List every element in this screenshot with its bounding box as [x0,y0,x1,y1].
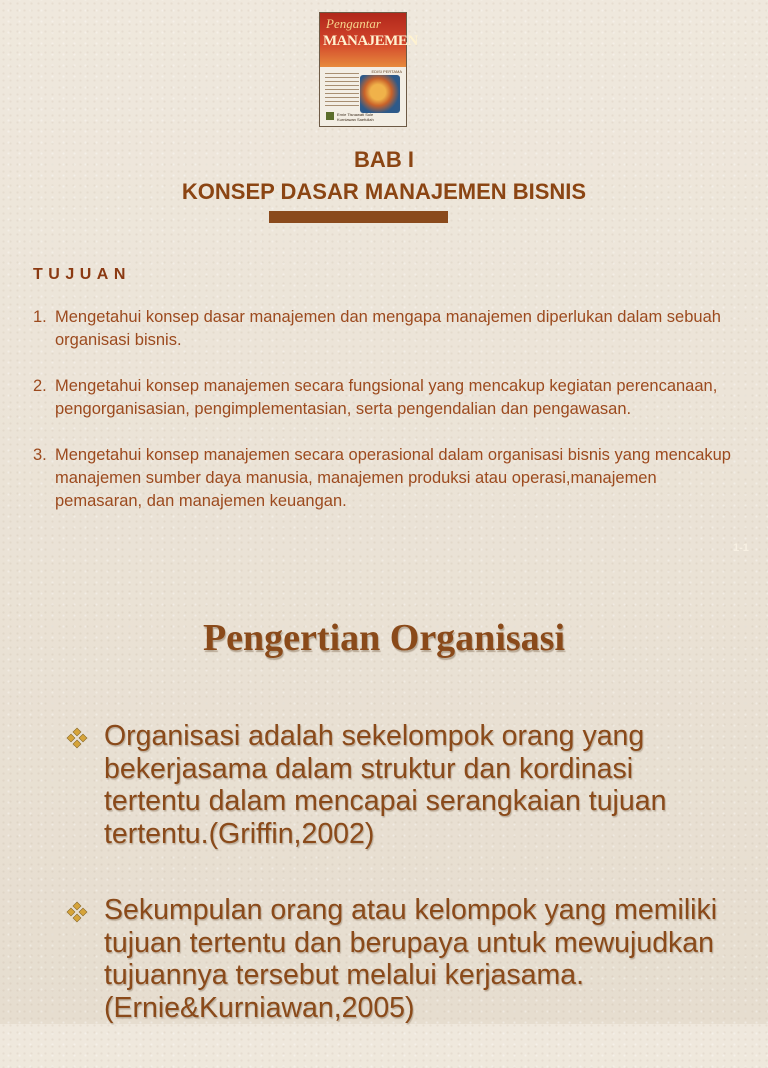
publisher-logo-icon [326,112,334,120]
slide-title: Pengertian Organisasi [202,617,566,659]
goal-item-3 [33,444,738,513]
title-underline-bar [269,211,448,223]
diamond-bullet-icon [66,727,88,749]
book-subtitle: EDISI PERTAMA [371,69,402,74]
definition-item-1 [66,720,726,850]
diamond-bullet-icon [66,901,88,923]
definition-text: Sekumpulan orang atau kelompok yang memiliki tujuan tertentu dan berupaya untuk mewujudkan tujuannya tersebut melalui kerjasama. (Ernie&Kurniawan,2005) [104,894,718,1024]
book-title-line1: Pengantar [326,16,381,31]
chapter-label: BAB I [354,147,414,172]
slide-2 [0,570,768,1024]
book-cover-illustration [360,75,400,113]
goals-list [33,306,738,536]
goal-number: 1. [33,308,47,326]
chapter-title: KONSEP DASAR MANAJEMEN BISNIS [181,179,587,204]
book-authors: Ernie Tisnawati Sule Kurniawan Saefullah [337,112,374,122]
book-cover-text-lines [325,73,359,107]
slide-page-number: 1-1 [733,542,749,554]
section-label-tujuan: TUJUAN [33,266,131,283]
definition-item-2 [66,894,726,1024]
definition-text: Organisasi adalah sekelompok orang yang bekerjasama dalam struktur dan kordinasi tertentu dalam mencapai serangkaian tujuan tertentu.(Griffin,2002) [104,720,667,850]
goal-item-2 [33,375,738,421]
book-cover-image [319,12,418,127]
book-title-line2: MANAJEMEN [323,33,418,49]
definition-list [66,720,726,1068]
goal-text: Mengetahui konsep manajemen secara fungsional yang mencakup kegiatan perencanaan, pengorganisasian, pengimplementasian, serta pengendalian dan pengawasan. [55,377,718,418]
goal-item-1 [33,306,738,352]
goal-number: 3. [33,446,47,464]
goal-text: Mengetahui konsep dasar manajemen dan mengapa manajemen diperlukan dalam sebuah organisasi bisnis. [55,308,721,349]
goal-number: 2. [33,377,47,395]
goal-text: Mengetahui konsep manajemen secara operasional dalam organisasi bisnis yang mencakup manajemen sumber daya manusia, manajemen produksi atau operasi,manajemen pemasaran, dan manajemen keuangan. [55,446,731,510]
